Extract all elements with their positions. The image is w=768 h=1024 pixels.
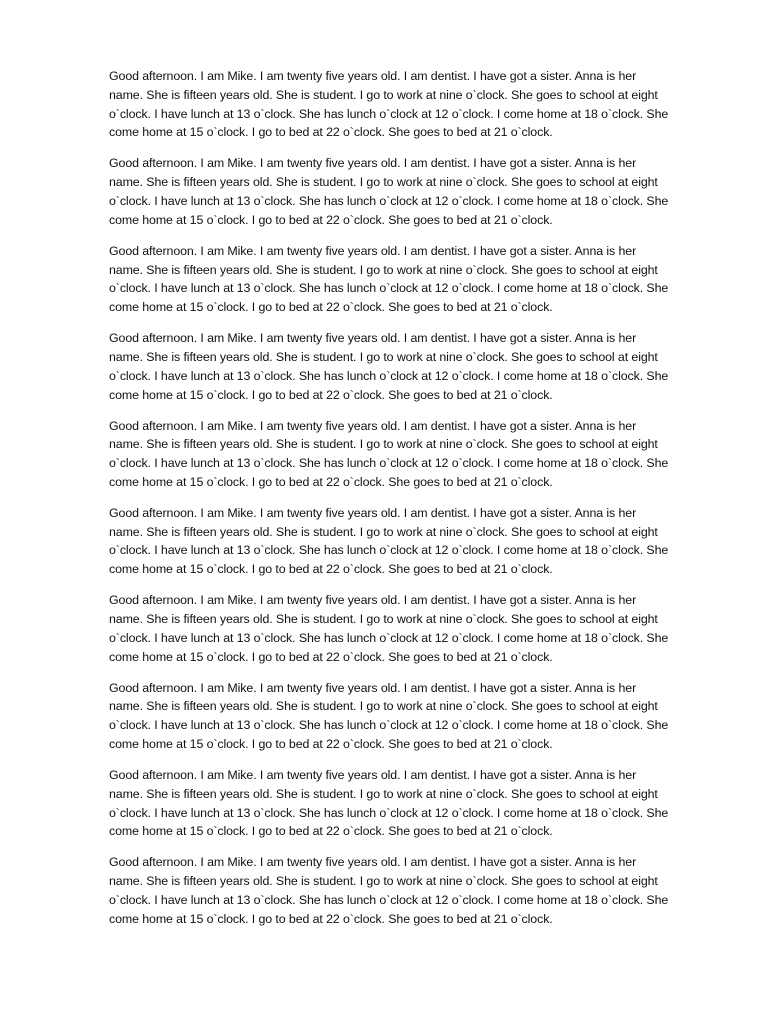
paragraph: Good afternoon. I am Mike. I am twenty five years old. I am dentist. I have got a sister. Anna is her name. She is fifteen years old. She is student. I go to work at nine o`clock. She goes to school at eight o`clock. I have lunch at 13 o`clock. She has lunch o`clock at 12 o`clock. I come home at 18 o`clock. She come home at 15 o`clock. I go to bed at 22 o`clock. She goes to bed at 21 o`clock.	[109, 768, 669, 839]
paragraph: Good afternoon. I am Mike. I am twenty five years old. I am dentist. I have got a sister. Anna is her name. She is fifteen years old. She is student. I go to work at nine o`clock. She goes to school at eight o`clock. I have lunch at 13 o`clock. She has lunch o`clock at 12 o`clock. I come home at 18 o`clock. She come home at 15 o`clock. I go to bed at 22 o`clock. She goes to bed at 21 o`clock.	[109, 593, 669, 664]
paragraph: Good afternoon. I am Mike. I am twenty five years old. I am dentist. I have got a sister. Anna is her name. She is fifteen years old. She is student. I go to work at nine o`clock. She goes to school at eight o`clock. I have lunch at 13 o`clock. She has lunch o`clock at 12 o`clock. I come home at 18 o`clock. She come home at 15 o`clock. I go to bed at 22 o`clock. She goes to bed at 21 o`clock.	[109, 331, 669, 402]
document-body	[109, 67, 704, 929]
paragraph: Good afternoon. I am Mike. I am twenty five years old. I am dentist. I have got a sister. Anna is her name. She is fifteen years old. She is student. I go to work at nine o`clock. She goes to school at eight o`clock. I have lunch at 13 o`clock. She has lunch o`clock at 12 o`clock. I come home at 18 o`clock. She come home at 15 o`clock. I go to bed at 22 o`clock. She goes to bed at 21 o`clock.	[109, 680, 669, 752]
paragraph: Good afternoon. I am Mike. I am twenty five years old. I am dentist. I have got a sister. Anna is her name. She is fifteen years old. She is student. I go to work at nine o`clock. She goes to school at eight o`clock. I have lunch at 13 o`clock. She has lunch o`clock at 12 o`clock. I come home at 18 o`clock. She come home at 15 o`clock. I go to bed at 22 o`clock. She goes to bed at 21 o`clock.	[109, 418, 669, 489]
paragraph: Good afternoon. I am Mike. I am twenty five years old. I am dentist. I have got a sister. Anna is her name. She is fifteen years old. She is student. I go to work at nine o`clock. She goes to school at eight o`clock. I have lunch at 13 o`clock. She has lunch o`clock at 12 o`clock. I come home at 18 o`clock. She come home at 15 o`clock. I go to bed at 22 o`clock. She goes to bed at 21 o`clock.	[109, 855, 669, 926]
paragraph: Good afternoon. I am Mike. I am twenty five years old. I am dentist. I have got a sister. Anna is her name. She is fifteen years old. She is student. I go to work at nine o`clock. She goes to school at eight o`clock. I have lunch at 13 o`clock. She has lunch o`clock at 12 o`clock. I come home at 18 o`clock. She come home at 15 o`clock. I go to bed at 22 o`clock. She goes to bed at 21 o`clock.	[109, 156, 669, 227]
paragraph: Good afternoon. I am Mike. I am twenty five years old. I am dentist. I have got a sister. Anna is her name. She is fifteen years old. She is student. I go to work at nine o`clock. She goes to school at eight o`clock. I have lunch at 13 o`clock. She has lunch o`clock at 12 o`clock. I come home at 18 o`clock. She come home at 15 o`clock. I go to bed at 22 o`clock. She goes to bed at 21 o`clock.	[109, 243, 669, 315]
paragraph: Good afternoon. I am Mike. I am twenty five years old. I am dentist. I have got a sister. Anna is her name. She is fifteen years old. She is student. I go to work at nine o`clock. She goes to school at eight o`clock. I have lunch at 13 o`clock. She has lunch o`clock at 12 o`clock. I come home at 18 o`clock. She come home at 15 o`clock. I go to bed at 22 o`clock. She goes to bed at 21 o`clock.	[109, 69, 669, 140]
paragraph: Good afternoon. I am Mike. I am twenty five years old. I am dentist. I have got a sister. Anna is her name. She is fifteen years old. She is student. I go to work at nine o`clock. She goes to school at eight o`clock. I have lunch at 13 o`clock. She has lunch o`clock at 12 o`clock. I come home at 18 o`clock. She come home at 15 o`clock. I go to bed at 22 o`clock. She goes to bed at 21 o`clock.	[109, 505, 669, 577]
